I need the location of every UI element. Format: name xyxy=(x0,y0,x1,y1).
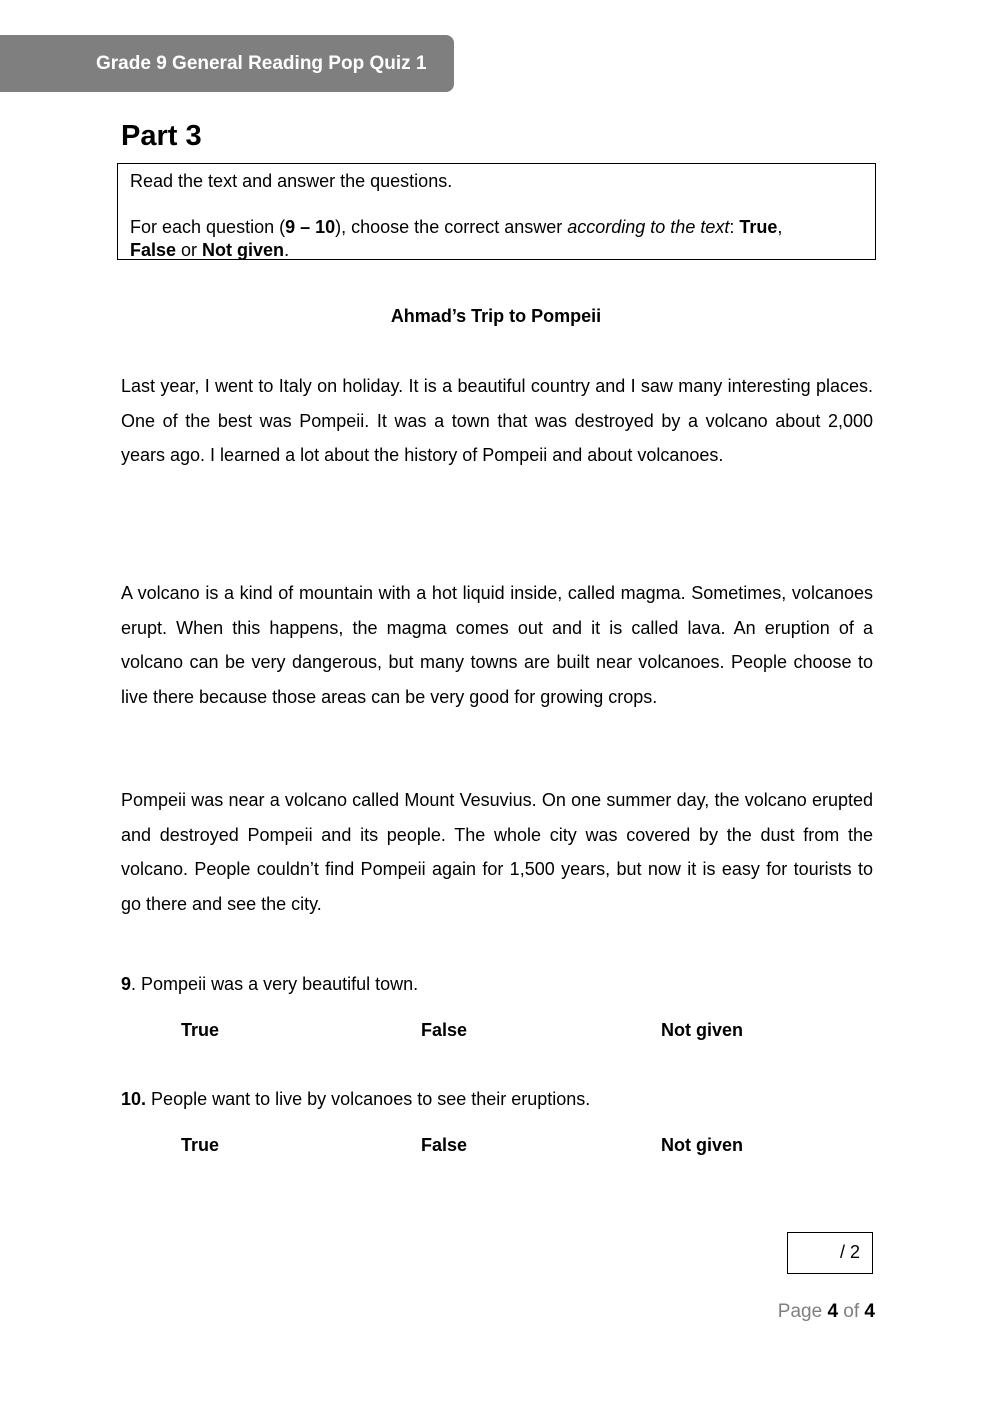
instruction-line-2 xyxy=(130,216,875,262)
question-text: Pompeii was a very beautiful town. xyxy=(141,974,419,994)
question-number: 9 xyxy=(121,974,132,994)
option-name: Not given xyxy=(202,240,285,260)
q9-option-false[interactable]: False xyxy=(421,1020,468,1040)
score-box xyxy=(787,1232,873,1274)
text: . xyxy=(284,240,290,260)
text: or xyxy=(176,240,203,260)
emphasis: according to the text xyxy=(567,217,730,237)
article-paragraph: A volcano is a kind of mountain with a hot liquid inside, called magma. Sometimes, volcanoes erupt. When this happens, the magma comes out and it is called lava. An eruption of a volcano can be very dangerous, but many towns are built near volcanoes. People choose to live there because those areas can be very good for growing crops. xyxy=(121,583,873,707)
text: , xyxy=(777,217,783,237)
instruction-line-1: Read the text and answer the questions. xyxy=(130,171,453,191)
q9-option-not-given[interactable]: Not given xyxy=(661,1020,744,1040)
text: : xyxy=(729,217,740,237)
q10-option-true[interactable]: True xyxy=(181,1135,220,1155)
q9-option-true[interactable]: True xyxy=(181,1020,220,1040)
score-total: / 2 xyxy=(839,1242,860,1262)
current-page: 4 xyxy=(827,1301,839,1322)
header-banner xyxy=(0,35,454,92)
question-9 xyxy=(121,974,418,995)
question-range: 9 – 10 xyxy=(285,217,336,237)
article-paragraph: Pompeii was near a volcano called Mount Vesuvius. On one summer day, the volcano erupted and destroyed Pompeii and its people. The whole city was covered by the dust from the volcano. People couldn’t find Pompeii again for 1,500 years, but now it is easy for tourists to go there and see the city. xyxy=(121,790,873,914)
page-number xyxy=(778,1301,875,1323)
option-name: False xyxy=(130,240,177,260)
text: For each question ( xyxy=(130,217,286,237)
quiz-title: Grade 9 General Reading Pop Quiz 1 xyxy=(96,53,427,74)
article-title: Ahmad’s Trip to Pompeii xyxy=(390,306,602,326)
article-paragraph: Last year, I went to Italy on holiday. It is a beautiful country and I saw many interesting places. One of the best was Pompeii. It was a town that was destroyed by a volcano about 2,000 years ago. I learned a lot about the history of Pompeii and about volcanoes. xyxy=(121,376,873,465)
q10-option-false[interactable]: False xyxy=(421,1135,468,1155)
text: ), choose the correct answer xyxy=(335,217,568,237)
question-10 xyxy=(121,1089,590,1110)
question-number: 10. xyxy=(121,1089,147,1109)
text: Page xyxy=(777,1301,828,1322)
part-title: Part 3 xyxy=(121,120,202,152)
text: . xyxy=(131,974,142,994)
instructions-box xyxy=(117,163,876,260)
total-pages: 4 xyxy=(864,1301,875,1322)
option-name: True xyxy=(739,217,778,237)
text: of xyxy=(838,1301,865,1322)
q10-option-not-given[interactable]: Not given xyxy=(661,1135,744,1155)
question-text: People want to live by volcanoes to see their eruptions. xyxy=(151,1089,591,1109)
